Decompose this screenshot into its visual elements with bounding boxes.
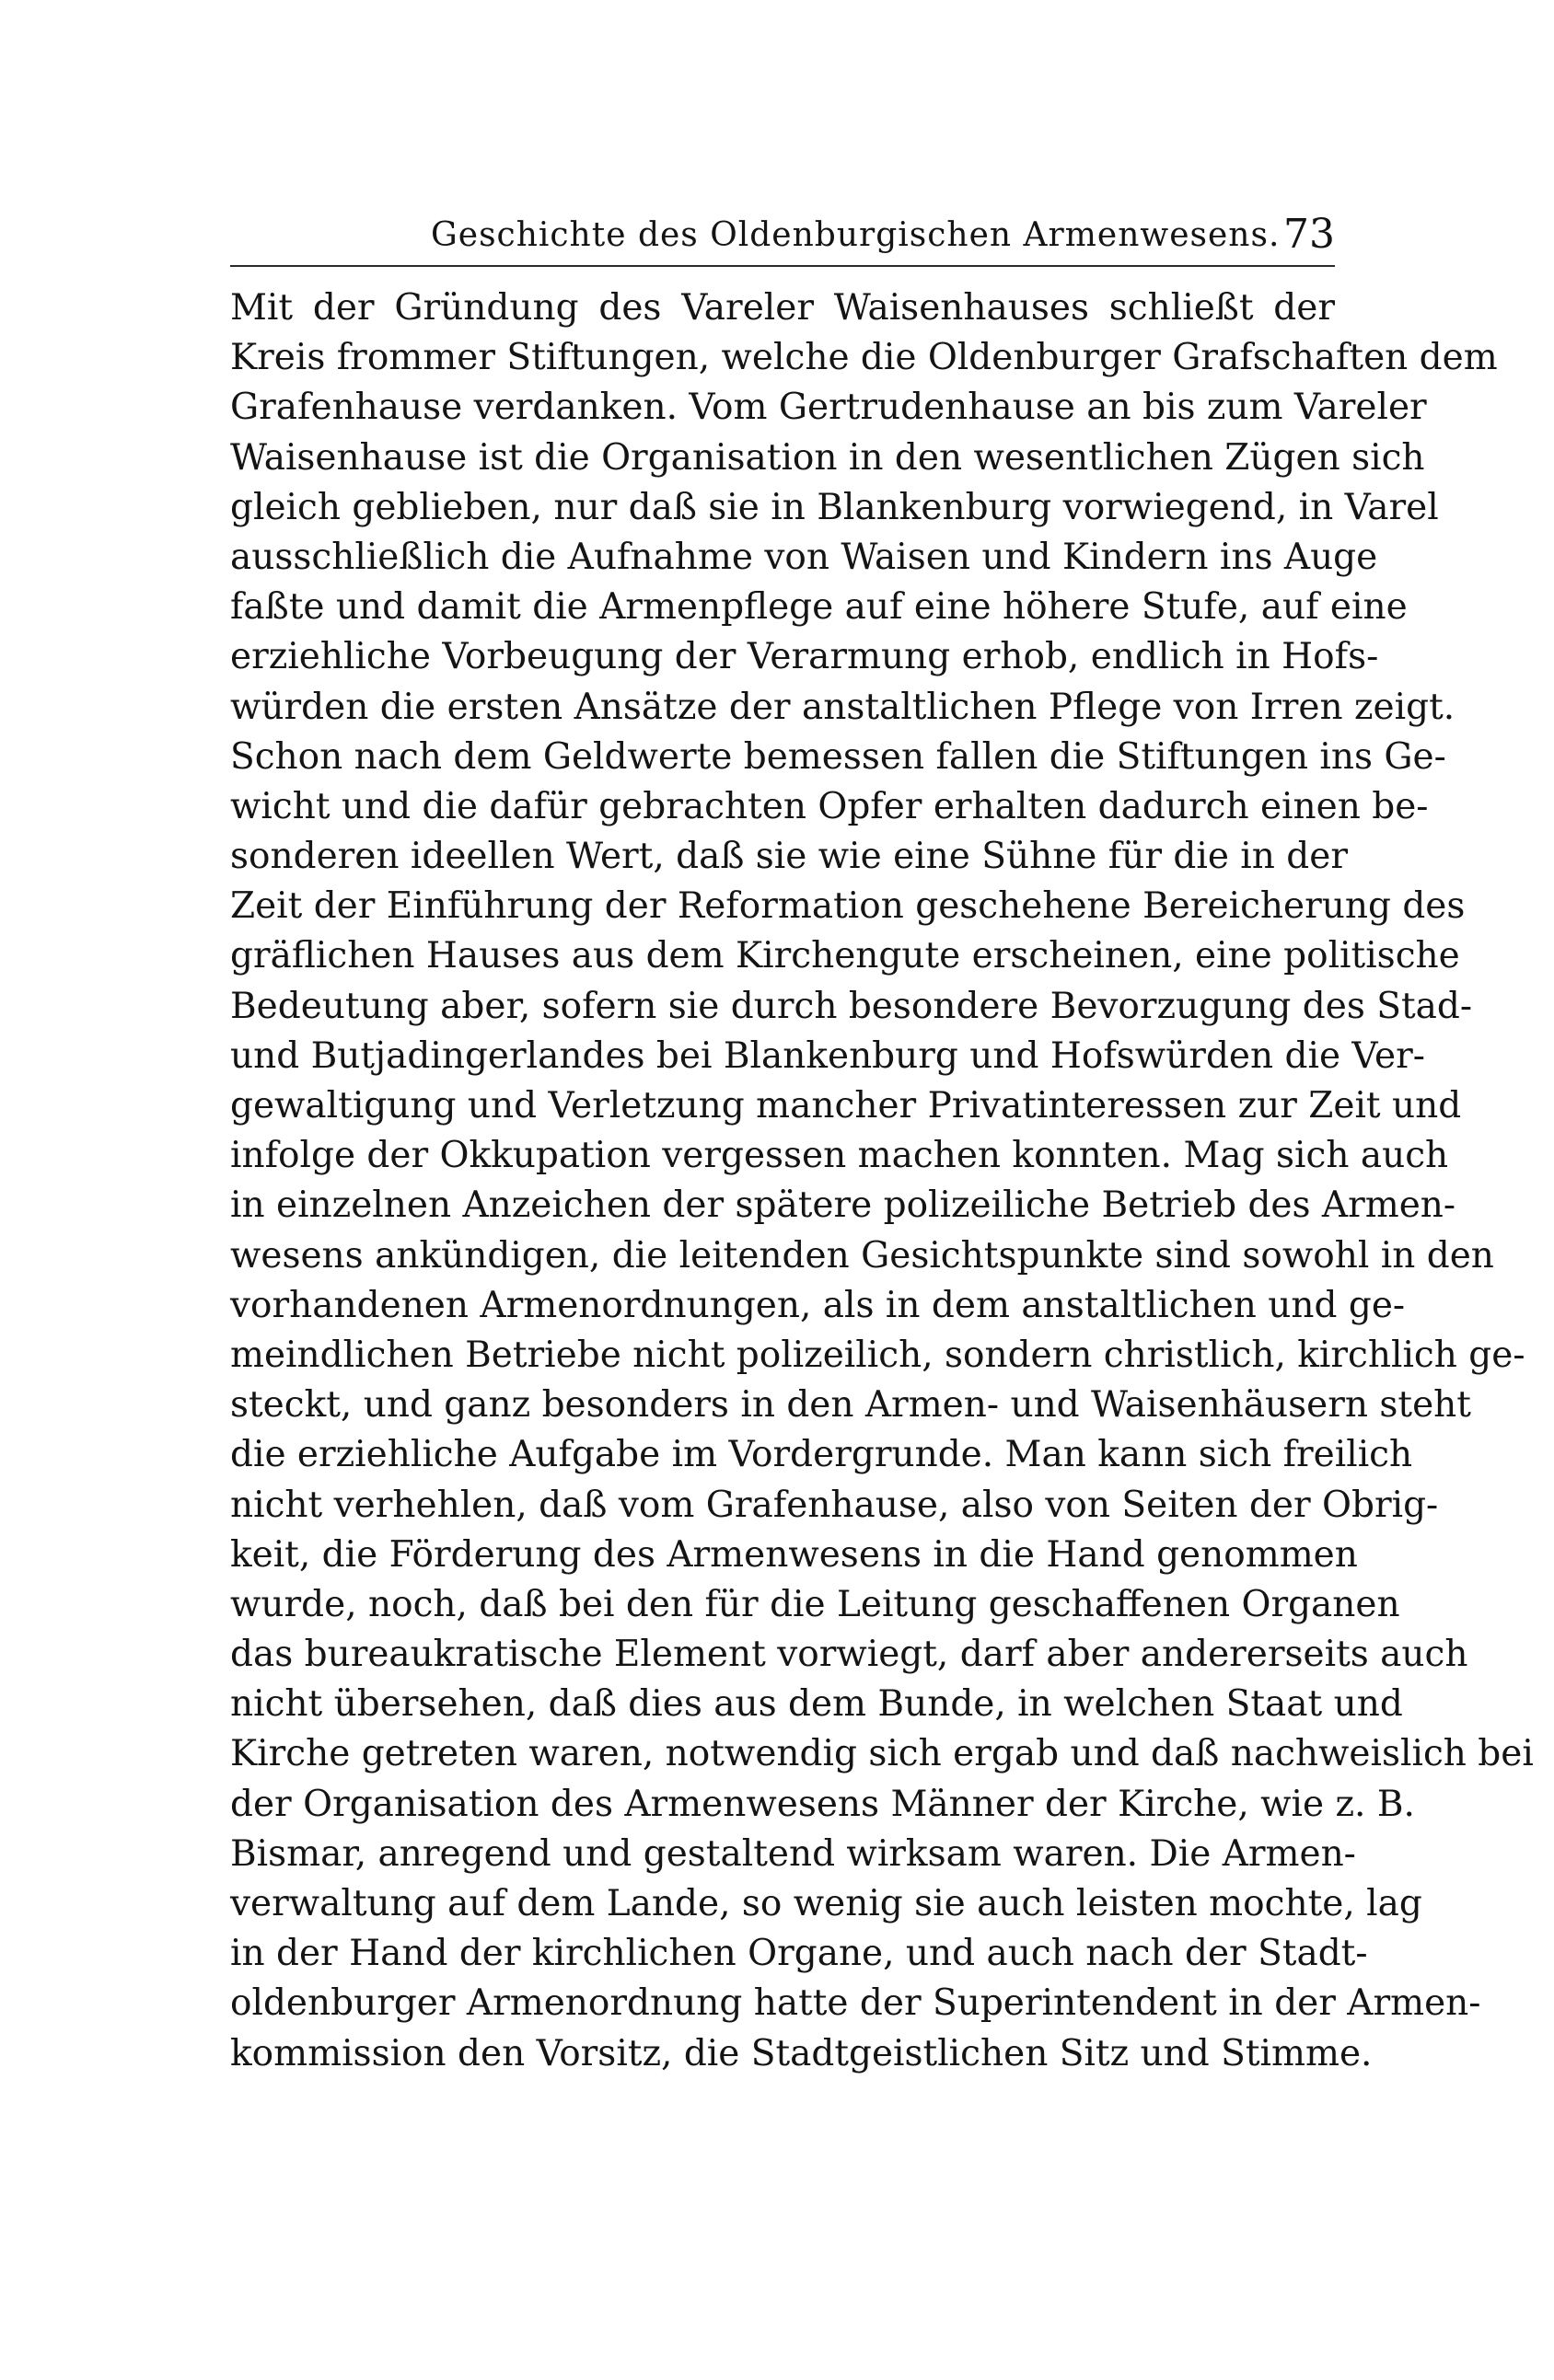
text-line: sonderen ideellen Wert, daß sie wie eine Sühne für die in der bbox=[230, 836, 1348, 878]
text-line: gleich geblieben, nur daß sie in Blankenburg vorwiegend, in Varel bbox=[230, 486, 1439, 528]
text-line: in der Hand der kirchlichen Organe, und auch nach der Stadt- bbox=[230, 1933, 1368, 1975]
text-line: das bureaukratische Element vorwiegt, darf aber andererseits auch bbox=[230, 1634, 1468, 1676]
text-line: würden die ersten Ansätze der anstaltlichen Pflege von Irren zeigt. bbox=[230, 686, 1455, 728]
running-title: Geschichte des Oldenburgischen Armenwesens. bbox=[431, 216, 1281, 254]
page-number: 73 bbox=[1283, 211, 1335, 258]
text-line: Kreis frommer Stiftungen, welche die Oldenburger Grafschaften dem bbox=[230, 337, 1498, 379]
body-paragraph bbox=[230, 283, 1534, 2079]
text-line: erziehliche Vorbeugung der Verarmung erhob, endlich in Hofs- bbox=[230, 636, 1379, 678]
text-line: faßte und damit die Armenpflege auf eine höhere Stufe, auf eine bbox=[230, 586, 1408, 629]
header-rule bbox=[230, 265, 1335, 267]
text-line: nicht verhehlen, daß vom Grafenhause, also von Seiten der Obrig- bbox=[230, 1484, 1439, 1526]
text-line: verwaltung auf dem Lande, so wenig sie auch leisten mochte, lag bbox=[230, 1883, 1422, 1924]
text-line: Schon nach dem Geldwerte bemessen fallen die Stiftungen ins Ge- bbox=[230, 735, 1446, 778]
text-line: in einzelnen Anzeichen der spätere polizeiliche Betrieb des Armen- bbox=[230, 1184, 1456, 1227]
text-line: Mit der Gründung des Vareler Waisenhauses schließt der bbox=[230, 287, 1335, 329]
text-line: Kirche getreten waren, notwendig sich ergab und daß nachweislich bei bbox=[230, 1733, 1534, 1775]
text-line: vorhandenen Armenordnungen, als in dem anstaltlichen und ge- bbox=[230, 1284, 1406, 1326]
text-line: die erziehliche Aufgabe im Vordergrunde. Man kann sich freilich bbox=[230, 1434, 1413, 1476]
text-line: ausschließlich die Aufnahme von Waisen und Kindern ins Auge bbox=[230, 536, 1378, 578]
text-line: gräflichen Hauses aus dem Kirchengute erscheinen, eine politische bbox=[230, 935, 1460, 977]
text-line: wicht und die dafür gebrachten Opfer erhalten dadurch einen be- bbox=[230, 785, 1429, 827]
text-line: oldenburger Armenordnung hatte der Superintendent in der Armen- bbox=[230, 1982, 1481, 2025]
text-line: kommission den Vorsitz, die Stadtgeistlichen Sitz und Stimme. bbox=[230, 2032, 1373, 2074]
text-line: Zeit der Einführung der Reformation geschehene Bereicherung des bbox=[230, 885, 1466, 928]
text-line: Bedeutung aber, sofern sie durch besondere Bevorzugung des Stad- bbox=[230, 985, 1473, 1027]
text-line: Bismar, anregend und gestaltend wirksam waren. Die Armen- bbox=[230, 1832, 1356, 1875]
text-line: nicht übersehen, daß dies aus dem Bunde, in welchen Staat und bbox=[230, 1683, 1403, 1726]
text-line: der Organisation des Armenwesens Männer der Kirche, wie z. B. bbox=[230, 1783, 1415, 1825]
text-line: wurde, noch, daß bei den für die Leitung geschaffenen Organen bbox=[230, 1583, 1400, 1625]
text-line: Grafenhause verdanken. Vom Gertrudenhause an bis zum Vareler bbox=[230, 387, 1427, 429]
text-line: infolge der Okkupation vergessen machen konnten. Mag sich auch bbox=[230, 1135, 1449, 1177]
text-line: meindlichen Betriebe nicht polizeilich, sondern christlich, kirchlich ge- bbox=[230, 1334, 1525, 1376]
text-line: gewaltigung und Verletzung mancher Privatinteressen zur Zeit und bbox=[230, 1085, 1462, 1126]
text-line: keit, die Förderung des Armenwesens in die Hand genommen bbox=[230, 1533, 1358, 1576]
text-line: Waisenhause ist die Organisation in den wesentlichen Zügen sich bbox=[230, 436, 1425, 479]
text-line: wesens ankündigen, die leitenden Gesichtspunkte sind sowohl in den bbox=[230, 1234, 1494, 1277]
running-head bbox=[230, 207, 1335, 262]
text-line: und Butjadingerlandes bei Blankenburg und Hofswürden die Ver- bbox=[230, 1034, 1425, 1077]
text-line: steckt, und ganz besonders in den Armen- und Waisenhäusern steht bbox=[230, 1384, 1471, 1427]
